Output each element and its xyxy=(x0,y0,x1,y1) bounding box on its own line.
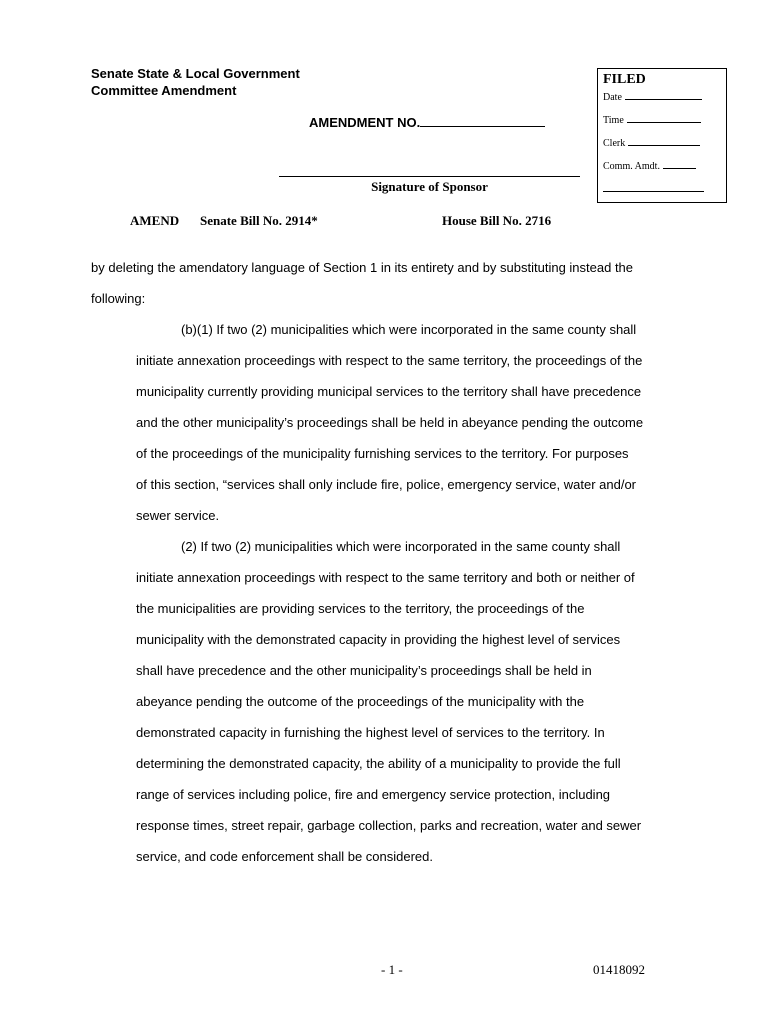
filed-comm-amdt-label: Comm. Amdt. xyxy=(603,161,660,172)
intro-line: by deleting the amendatory language of Section 1 in its entirety and by substituting instead the xyxy=(91,260,634,275)
amendment-number xyxy=(309,115,545,130)
filed-date-field xyxy=(603,91,702,103)
committee-header xyxy=(91,66,300,99)
filed-comm-amdt-field xyxy=(603,160,696,172)
house-bill-number: House Bill No. 2716 xyxy=(442,213,552,228)
amend-label: AMEND xyxy=(130,213,180,228)
filed-extra-field xyxy=(603,183,704,195)
paragraph-line: (b)(1) If two (2) municipalities which were incorporated in the same county shall xyxy=(181,322,637,337)
filed-box xyxy=(597,68,727,203)
paragraph-line: demonstrated capacity in furnishing the highest level of services to the territory. In xyxy=(136,725,605,740)
intro-line: following: xyxy=(91,291,146,306)
filed-clerk-field xyxy=(603,137,700,149)
filed-title: FILED xyxy=(603,72,646,87)
paragraph-line: initiate annexation proceedings with respect to the same territory and both or neither of xyxy=(136,570,635,585)
amendment-number-label: AMENDMENT NO. xyxy=(309,115,421,130)
sponsor-signature-label: Signature of Sponsor xyxy=(371,179,488,194)
filed-clerk-label: Clerk xyxy=(603,138,626,149)
paragraph-line: (2) If two (2) municipalities which were incorporated in the same county shall xyxy=(181,539,621,554)
sponsor-signature-line xyxy=(279,176,580,177)
filed-date-label: Date xyxy=(603,92,622,103)
paragraph-line: determining the demonstrated capacity, the ability of a municipality to provide the full xyxy=(136,756,621,771)
paragraph-line: municipality currently providing municipal services to the territory shall have precedence xyxy=(136,384,642,399)
senate-bill-number: Senate Bill No. 2914* xyxy=(200,213,318,228)
committee-amendment-label: Committee Amendment xyxy=(91,82,237,98)
paragraph-line: initiate annexation proceedings with respect to the same territory, the proceedings of the xyxy=(136,353,643,368)
document-code: 01418092 xyxy=(593,962,645,977)
paragraph-line: the municipalities are providing services to the territory, the proceedings of the xyxy=(136,601,585,616)
paragraph-line: service, and code enforcement shall be considered. xyxy=(136,849,434,864)
committee-name: Senate State & Local Government xyxy=(91,66,300,81)
paragraph-line: and the other municipality’s proceedings shall be held in abeyance pending the outcome xyxy=(136,415,644,430)
paragraph-line: range of services including police, fire and emergency service protection, including xyxy=(136,787,611,802)
filed-time-field xyxy=(603,114,701,126)
page-number: - 1 - xyxy=(381,962,403,977)
paragraph-line: of this section, “services shall only include fire, police, emergency service, water and/or xyxy=(136,477,636,492)
paragraph-line: sewer service. xyxy=(136,508,220,523)
paragraph-line: abeyance pending the outcome of the proceedings of the municipality with the xyxy=(136,694,585,709)
paragraph-line: shall have precedence and the other municipality’s proceedings shall be held in xyxy=(136,663,592,678)
filed-time-label: Time xyxy=(603,115,624,126)
paragraph-line: municipality with the demonstrated capacity in providing the highest level of services xyxy=(136,632,621,647)
amendment-number-blank xyxy=(420,115,545,127)
paragraph-line: of the proceedings of the municipality furnishing services to the territory. For purposes xyxy=(136,446,629,461)
paragraph-line: response times, street repair, garbage collection, parks and recreation, water and sewer xyxy=(136,818,642,833)
